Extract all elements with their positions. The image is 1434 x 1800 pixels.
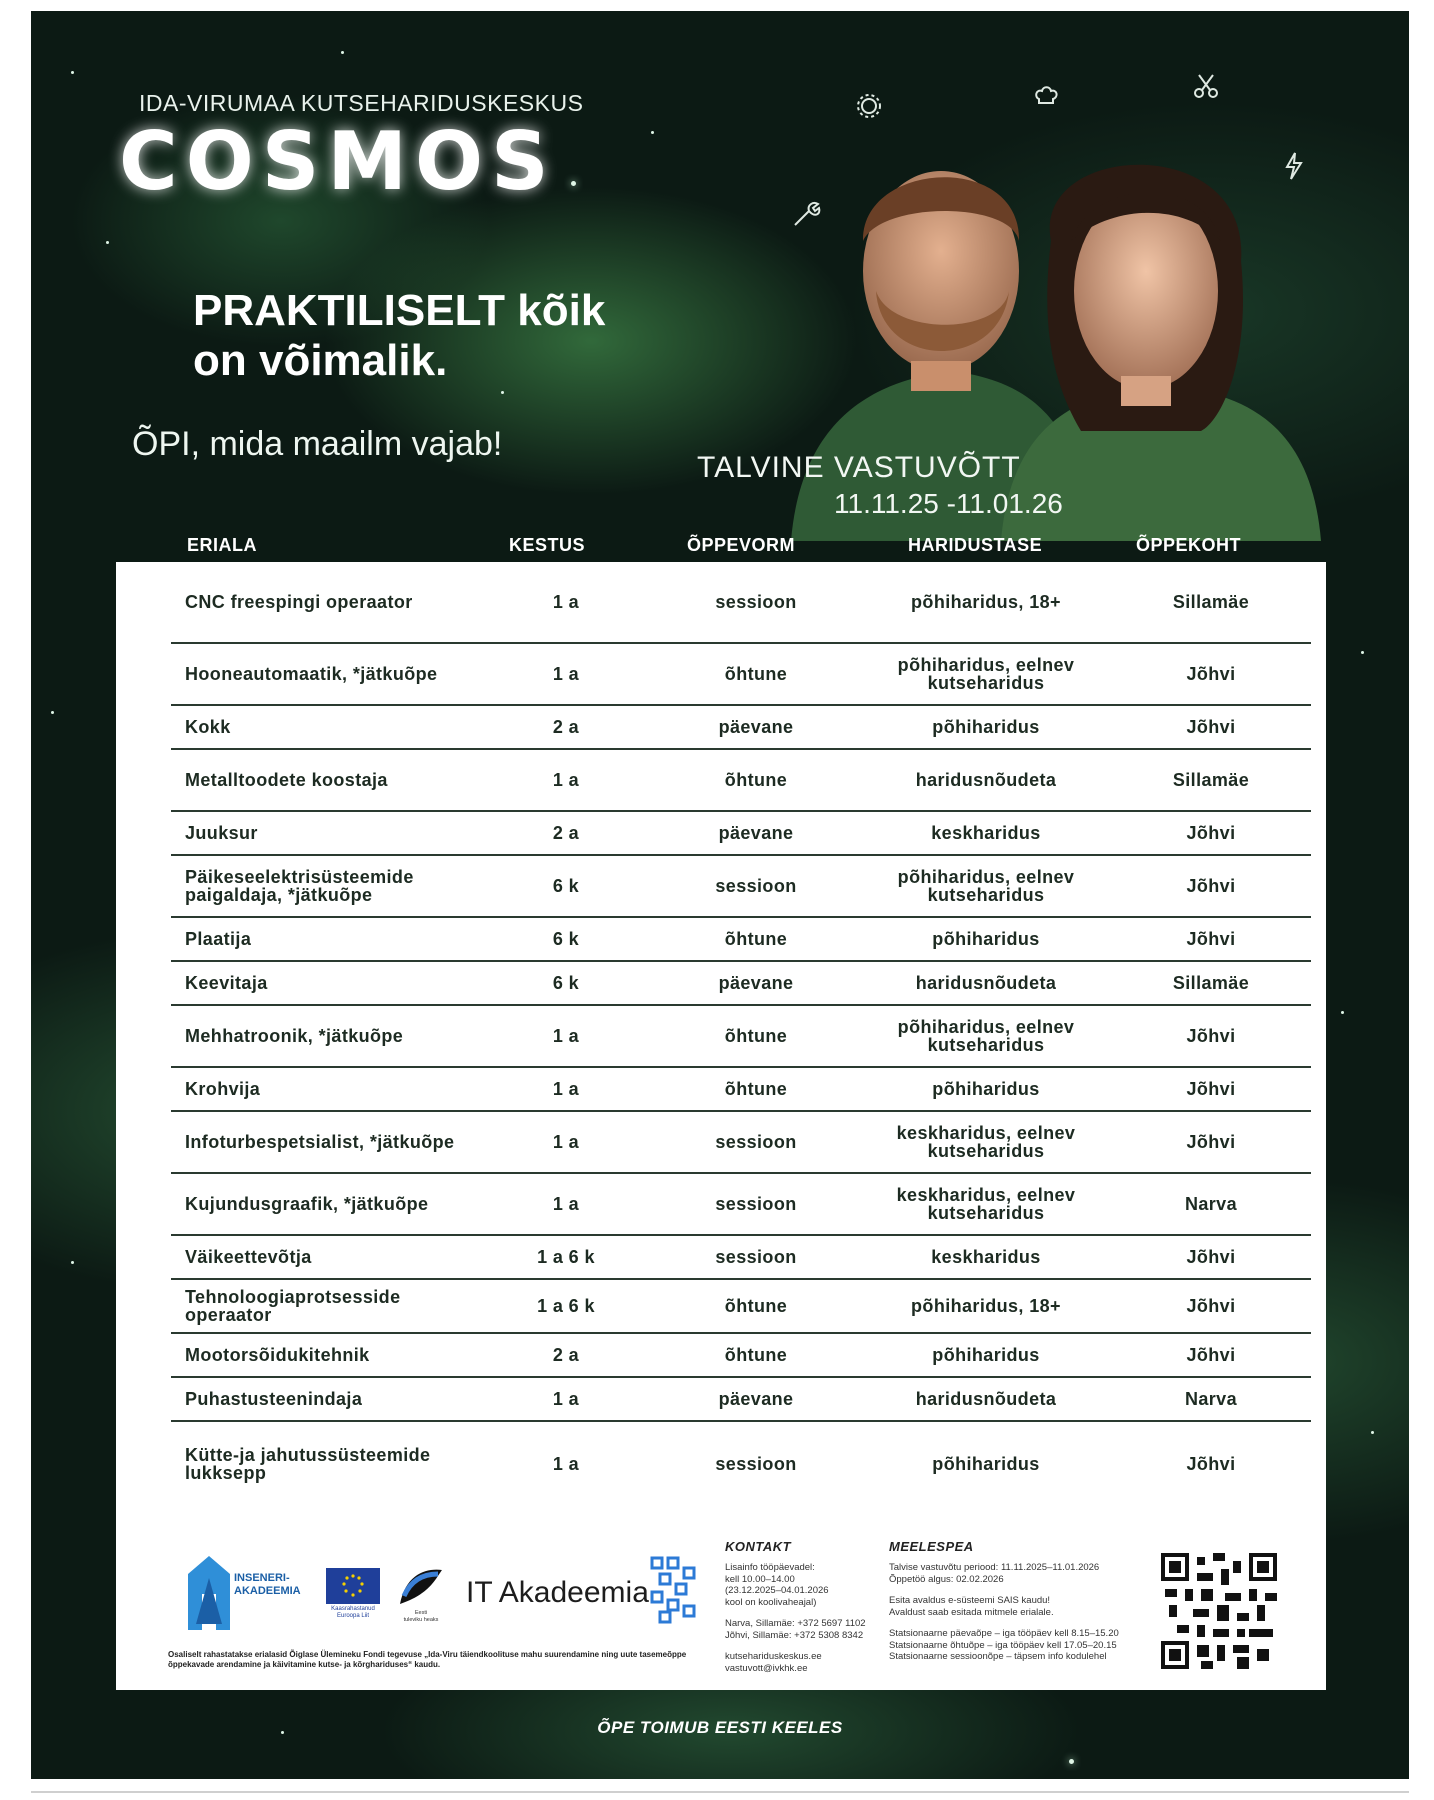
program-location: Jõhvi [1186,823,1236,843]
program-duration: 1 a [552,1454,580,1474]
intake-title: TALVINE VASTUVÕTT [697,451,1021,484]
program-form: sessioon [715,876,797,896]
chef-hat-icon [1031,81,1061,111]
contact-title: KONTAKT [725,1539,792,1554]
estonia-flag-icon [396,1564,446,1608]
star [106,241,109,244]
contact-web [725,1651,885,1674]
program-education: keskharidus, eelnev kutseharidus [896,1123,1076,1161]
program-name: Keevitaja [185,973,268,993]
program-education: põhiharidus [932,1079,1040,1099]
funding-note: Osaliselt rahastatakse erialasid Õiglase Ülemineku Fondi tegevuse „Ida-Viru täiendkoolituse mahu suurendamine ning uute tasemeõppe õppekavade arendamine ja käivitamine kutse- ja kõrghariduses“ kaudu. [168,1650,687,1669]
website-link[interactable]: kutsehariduskeskus.ee [725,1651,822,1662]
contact-phones [725,1618,885,1641]
program-location: Jõhvi [1186,929,1236,949]
reminder-application [889,1595,1139,1618]
contact-line: kool on koolivaheajal) [725,1596,817,1608]
intake-dates: 11.11.25 -11.01.26 [834,488,1063,519]
reminder-line: Statsionaarne sessioonõpe – täpsem info kodulehel [889,1651,1107,1662]
inseneri-akadeemia-logo [234,1572,301,1598]
table-row [171,962,1311,1006]
program-form: sessioon [715,1454,797,1474]
program-duration: 6 k [552,929,580,949]
program-location: Sillamäe [1172,770,1250,790]
program-location: Narva [1184,1389,1238,1409]
eu-flag-icon [326,1568,380,1604]
program-education: põhiharidus [932,1345,1040,1365]
program-duration: 1 a [552,1079,580,1099]
table-row [171,812,1311,856]
reminder-line: Statsionaarne päevaõpe – iga tööpäev kell 8.15–15.20 [889,1628,1119,1639]
program-duration: 1 a 6 k [537,1296,595,1316]
eu-caption [318,1606,388,1620]
program-location: Jõhvi [1186,1026,1236,1046]
program-location: Jõhvi [1186,1454,1236,1474]
program-name: Kokk [185,717,231,737]
program-education: haridusnõudeta [915,973,1057,993]
bright-star [1069,1759,1074,1764]
table-row [171,1422,1311,1506]
column-header-kestus: KESTUS [509,535,586,555]
program-location: Jõhvi [1186,1132,1236,1152]
reminder-section [889,1539,1139,1663]
star [1361,651,1364,654]
eu-line-1: Kaasrahastanud [331,1606,375,1612]
eu-line-2: Euroopa Liit [336,1613,370,1619]
program-location: Jõhvi [1186,664,1236,684]
program-name: Kujundusgraafik, *jätkuõpe [185,1194,429,1214]
program-location: Jõhvi [1186,876,1236,896]
column-header-oppevorm: ÕPPEVORM [687,535,796,555]
program-name: Päikeseelektrisüsteemide paigaldaja, *jätkuõpe [185,867,414,905]
estonia-line-1: Eesti [414,1610,428,1616]
program-location: Sillamäe [1172,592,1250,612]
program-education: haridusnõudeta [915,770,1057,790]
program-name: Hooneautomaatik, *jätkuõpe [185,664,438,684]
program-form: õhtune [724,770,788,790]
program-education: keskharidus, eelnev kutseharidus [896,1185,1076,1223]
program-name: Puhastusteenindaja [185,1389,363,1409]
poster-background [31,11,1409,1779]
reminder-line: Talvise vastuvõtu periood: 11.11.2025–11.01.2026 [889,1562,1100,1573]
it-akadeemia-logo: IT Akadeemia [466,1576,649,1609]
program-location: Narva [1184,1194,1238,1214]
table-header [31,535,1409,565]
tagline: ÕPI, mida maailm vajab! [132,425,503,463]
program-duration: 1 a [552,664,580,684]
program-education: haridusnõudeta [915,1389,1057,1409]
table-row [171,1006,1311,1068]
program-form: õhtune [724,664,788,684]
contact-line: Jõhvi, Sillamäe: +372 5308 8342 [725,1629,864,1641]
scissors-icon [1191,71,1221,101]
program-name: Juuksur [185,823,258,843]
program-form: õhtune [724,929,788,949]
program-form: päevane [718,1389,794,1409]
brand-logo: COSMOS [119,115,557,208]
page-rule [31,1791,1409,1793]
table-row [171,856,1311,918]
program-form: sessioon [715,1247,797,1267]
contact-section [725,1539,885,1674]
program-form: päevane [718,823,794,843]
program-education: keskharidus [931,823,1041,843]
table-row [171,644,1311,706]
star [1371,1431,1374,1434]
program-table [171,562,1311,1506]
star [651,131,654,134]
inseneri-line-2: AKADEEMIA [234,1585,301,1597]
contact-line: (23.12.2025–04.01.2026 [725,1585,829,1596]
table-row [171,1280,1311,1334]
table-row [171,706,1311,750]
program-location: Jõhvi [1186,1296,1236,1316]
program-name: Infoturbespetsialist, *jätkuõpe [185,1132,455,1152]
reminder-line: Esita avaldus e-süsteemi SAIS kaudu! [889,1595,1051,1606]
program-form: sessioon [715,1194,797,1214]
program-duration: 1 a [552,1389,580,1409]
program-duration: 1 a 6 k [537,1247,595,1267]
program-name: Väikeettevõtja [185,1247,312,1267]
content-panel [116,562,1326,1690]
inseneri-line-1: INSENERI- [234,1572,290,1584]
star [71,1261,74,1264]
inseneri-akadeemia-logo-icon [186,1554,232,1632]
program-location: Jõhvi [1186,1079,1236,1099]
star [51,711,54,714]
school-name: IDA-VIRUMAA KUTSEHARIDUSKESKUS [139,90,584,116]
program-duration: 1 a [552,1132,580,1152]
program-location: Jõhvi [1186,717,1236,737]
gear-icon [854,91,884,121]
contact-line: Lisainfo tööpäevadel: [725,1562,815,1573]
table-row [171,918,1311,962]
reminder-line: Avaldust saab esitada mitmele erialale. [889,1606,1054,1618]
headline-line-1: PRAKTILISELT kõik [193,286,606,335]
program-duration: 2 a [552,717,580,737]
contact-hours [725,1562,885,1608]
reminder-title: MEELESPEA [889,1539,974,1554]
email-link[interactable]: vastuvott@ivkhk.ee [725,1662,808,1674]
program-education: põhiharidus, 18+ [911,592,1061,612]
program-education: põhiharidus, eelnev kutseharidus [897,867,1075,905]
program-education: keskharidus [931,1247,1041,1267]
table-row [171,1068,1311,1112]
program-form: õhtune [724,1079,788,1099]
reminder-line: Õppetöö algus: 02.02.2026 [889,1573,1004,1585]
program-form: õhtune [724,1345,788,1365]
program-education: põhiharidus, eelnev kutseharidus [897,655,1075,693]
reminder-dates [889,1562,1139,1585]
headline-line-2: on võimalik. [193,336,448,385]
program-duration: 1 a [552,1026,580,1046]
table-row [171,1378,1311,1422]
program-duration: 2 a [552,1345,580,1365]
contact-line: Narva, Sillamäe: +372 5697 1102 [725,1618,866,1629]
program-name: Tehnoloogiaprotsesside operaator [185,1287,401,1325]
table-row [171,562,1311,644]
program-location: Jõhvi [1186,1247,1236,1267]
program-form: päevane [718,717,794,737]
star [71,71,74,74]
program-education: põhiharidus [932,1454,1040,1474]
star [501,391,504,394]
qr-code[interactable] [1161,1553,1277,1669]
program-name: CNC freespingi operaator [185,592,413,612]
program-name: Mehhatroonik, *jätkuõpe [185,1026,404,1046]
bright-star [571,181,576,186]
program-name: Kütte-ja jahutussüsteemide lukksepp [185,1445,431,1483]
language-note: ÕPE TOIMUB EESTI KEELES [597,1718,843,1737]
program-location: Sillamäe [1172,973,1250,993]
program-name: Mootorsõidukitehnik [185,1345,370,1365]
table-row [171,1112,1311,1174]
headline [193,286,605,386]
program-location: Jõhvi [1186,1345,1236,1365]
program-form: päevane [718,973,794,993]
reminder-schedule [889,1628,1139,1663]
table-row [171,1334,1311,1378]
program-form: õhtune [724,1026,788,1046]
program-form: sessioon [715,592,797,612]
program-duration: 6 k [552,973,580,993]
program-duration: 6 k [552,876,580,896]
program-name: Krohvija [185,1079,261,1099]
program-duration: 1 a [552,592,580,612]
estonia-caption [396,1610,446,1623]
column-header-eriala: ERIALA [187,535,257,555]
program-duration: 2 a [552,823,580,843]
program-duration: 1 a [552,1194,580,1214]
program-duration: 1 a [552,770,580,790]
contact-line: kell 10.00–14.00 [725,1573,795,1585]
partner-logos [186,1554,706,1664]
star [1341,1011,1344,1014]
table-row [171,1236,1311,1280]
program-name: Plaatija [185,929,252,949]
column-header-haridustase: HARIDUSTASE [908,535,1043,555]
program-form: sessioon [715,1132,797,1152]
it-akadeemia-pattern-icon [646,1554,700,1626]
column-header-oppekoht: ÕPPEKOHT [1136,535,1242,555]
program-education: põhiharidus, 18+ [911,1296,1061,1316]
reminder-line: Statsionaarne õhtuõpe – iga tööpäev kell 17.05–20.15 [889,1639,1117,1651]
star [341,51,344,54]
program-education: põhiharidus [932,929,1040,949]
table-row [171,1174,1311,1236]
table-row [171,750,1311,812]
program-education: põhiharidus [932,717,1040,737]
program-education: põhiharidus, eelnev kutseharidus [897,1017,1075,1055]
program-form: õhtune [724,1296,788,1316]
program-name: Metalltoodete koostaja [185,770,388,790]
estonia-line-2: tuleviku heaks [403,1616,439,1623]
